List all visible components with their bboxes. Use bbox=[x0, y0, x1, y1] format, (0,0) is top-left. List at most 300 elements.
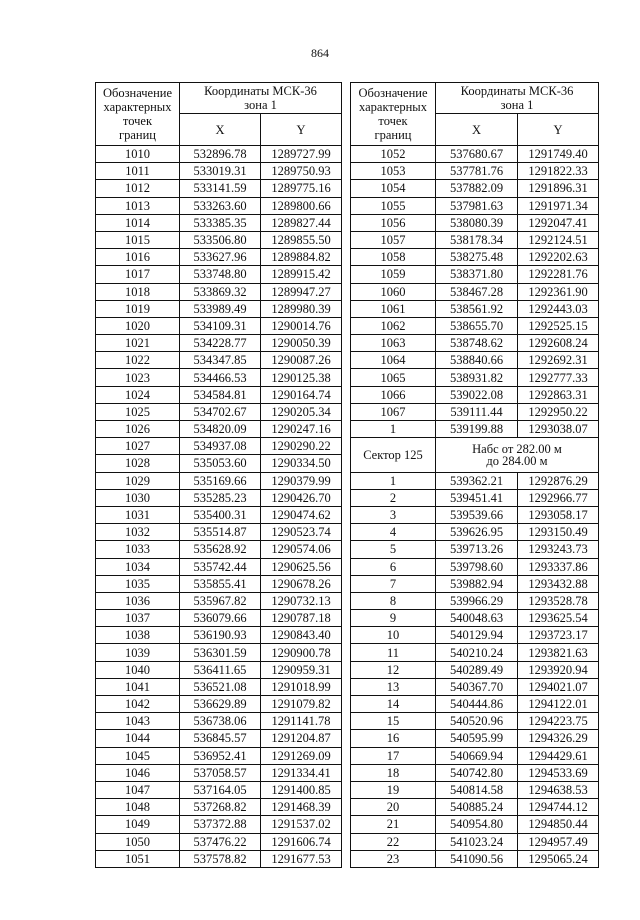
x-coord-cell: 538371.80 bbox=[436, 266, 518, 283]
point-id-cell: 17 bbox=[351, 747, 436, 764]
x-coord-cell: 539713.26 bbox=[436, 541, 518, 558]
point-id-cell: 9 bbox=[351, 610, 436, 627]
point-id-cell: 1015 bbox=[96, 231, 180, 248]
table-row bbox=[351, 799, 599, 816]
point-id-cell: 1041 bbox=[96, 678, 180, 695]
table-row bbox=[96, 799, 342, 816]
table-row bbox=[351, 644, 599, 661]
table-row bbox=[351, 575, 599, 592]
point-id-cell: 1030 bbox=[96, 489, 180, 506]
x-coord-cell: 536301.59 bbox=[180, 644, 261, 661]
x-coord-cell: 533019.31 bbox=[180, 163, 261, 180]
point-id-cell: 16 bbox=[351, 730, 436, 747]
x-coord-cell: 539798.60 bbox=[436, 558, 518, 575]
point-id-cell: 1048 bbox=[96, 799, 180, 816]
sector-label: Сектор 125 bbox=[351, 438, 436, 472]
point-id-cell: 1047 bbox=[96, 781, 180, 798]
y-coord-cell: 1290732.13 bbox=[261, 592, 342, 609]
y-coord-cell: 1294326.29 bbox=[518, 730, 599, 747]
table-row bbox=[96, 592, 342, 609]
table-row bbox=[96, 472, 342, 489]
point-id-cell: 5 bbox=[351, 541, 436, 558]
table-row bbox=[96, 816, 342, 833]
y-coord-cell: 1290050.39 bbox=[261, 335, 342, 352]
x-coord-cell: 533627.96 bbox=[180, 249, 261, 266]
point-id-cell: 1033 bbox=[96, 541, 180, 558]
table-row bbox=[96, 524, 342, 541]
table-row bbox=[351, 661, 599, 678]
point-id-cell: 1031 bbox=[96, 506, 180, 523]
x-coord-cell: 540885.24 bbox=[436, 799, 518, 816]
coordinates-table-left bbox=[95, 82, 342, 868]
table-row bbox=[351, 197, 599, 214]
table-row bbox=[96, 300, 342, 317]
table-row bbox=[96, 249, 342, 266]
point-id-cell: 1058 bbox=[351, 249, 436, 266]
x-coord-cell: 533869.32 bbox=[180, 283, 261, 300]
x-coord-cell: 541090.56 bbox=[436, 850, 518, 867]
point-id-cell: 1046 bbox=[96, 764, 180, 781]
y-coord-cell: 1293058.17 bbox=[518, 506, 599, 523]
point-id-cell: 1024 bbox=[96, 386, 180, 403]
point-id-cell: 1027 bbox=[96, 438, 180, 455]
x-coord-cell: 538655.70 bbox=[436, 317, 518, 334]
table-row bbox=[96, 283, 342, 300]
y-coord-cell: 1290426.70 bbox=[261, 489, 342, 506]
point-id-cell: 1 bbox=[351, 472, 436, 489]
point-id-cell: 1035 bbox=[96, 575, 180, 592]
header-x: X bbox=[180, 114, 261, 146]
x-coord-cell: 537476.22 bbox=[180, 833, 261, 850]
point-id-cell: 1049 bbox=[96, 816, 180, 833]
y-coord-cell: 1290290.22 bbox=[261, 438, 342, 455]
y-coord-cell: 1289855.50 bbox=[261, 231, 342, 248]
table-row bbox=[351, 369, 599, 386]
point-id-cell: 1063 bbox=[351, 335, 436, 352]
point-id-cell: 1051 bbox=[96, 850, 180, 867]
x-coord-cell: 539966.29 bbox=[436, 592, 518, 609]
x-coord-cell: 533141.59 bbox=[180, 180, 261, 197]
y-coord-cell: 1289750.93 bbox=[261, 163, 342, 180]
table-row bbox=[96, 335, 342, 352]
table-row bbox=[96, 713, 342, 730]
y-coord-cell: 1291141.78 bbox=[261, 713, 342, 730]
y-coord-cell: 1291204.87 bbox=[261, 730, 342, 747]
x-coord-cell: 540742.80 bbox=[436, 764, 518, 781]
y-coord-cell: 1291537.02 bbox=[261, 816, 342, 833]
table-row bbox=[96, 781, 342, 798]
point-id-cell: 1043 bbox=[96, 713, 180, 730]
y-coord-cell: 1290787.18 bbox=[261, 610, 342, 627]
y-coord-cell: 1290625.56 bbox=[261, 558, 342, 575]
point-id-cell: 1014 bbox=[96, 214, 180, 231]
table-row bbox=[96, 558, 342, 575]
y-coord-cell: 1293038.07 bbox=[518, 421, 599, 438]
table-body-left bbox=[96, 83, 342, 868]
point-id-cell: 1037 bbox=[96, 610, 180, 627]
x-coord-cell: 536952.41 bbox=[180, 747, 261, 764]
x-coord-cell: 538931.82 bbox=[436, 369, 518, 386]
table-row bbox=[96, 352, 342, 369]
point-id-cell: 6 bbox=[351, 558, 436, 575]
table-row bbox=[351, 764, 599, 781]
table-row bbox=[96, 317, 342, 334]
x-coord-cell: 534228.77 bbox=[180, 335, 261, 352]
y-coord-cell: 1290900.78 bbox=[261, 644, 342, 661]
table-row bbox=[96, 696, 342, 713]
x-coord-cell: 535053.60 bbox=[180, 455, 261, 472]
y-coord-cell: 1293723.17 bbox=[518, 627, 599, 644]
y-coord-cell: 1289884.82 bbox=[261, 249, 342, 266]
x-coord-cell: 533748.80 bbox=[180, 266, 261, 283]
y-coord-cell: 1292876.29 bbox=[518, 472, 599, 489]
table-row bbox=[351, 231, 599, 248]
point-id-cell: 3 bbox=[351, 506, 436, 523]
y-coord-cell: 1290959.31 bbox=[261, 661, 342, 678]
point-id-cell: 1023 bbox=[96, 369, 180, 386]
point-id-cell: 1012 bbox=[96, 180, 180, 197]
table-row bbox=[351, 833, 599, 850]
table-row bbox=[351, 163, 599, 180]
y-coord-cell: 1290087.26 bbox=[261, 352, 342, 369]
point-id-cell: 1066 bbox=[351, 386, 436, 403]
y-coord-cell: 1294122.01 bbox=[518, 696, 599, 713]
point-id-cell: 8 bbox=[351, 592, 436, 609]
table-row bbox=[96, 421, 342, 438]
point-id-cell: 1065 bbox=[351, 369, 436, 386]
table-row bbox=[351, 489, 599, 506]
point-id-cell: 1013 bbox=[96, 197, 180, 214]
point-id-cell: 1019 bbox=[96, 300, 180, 317]
y-coord-cell: 1290125.38 bbox=[261, 369, 342, 386]
table-body-right bbox=[351, 83, 599, 868]
point-id-cell: 10 bbox=[351, 627, 436, 644]
x-coord-cell: 540048.63 bbox=[436, 610, 518, 627]
point-id-cell: 1021 bbox=[96, 335, 180, 352]
x-coord-cell: 539362.21 bbox=[436, 472, 518, 489]
table-row bbox=[96, 163, 342, 180]
y-coord-cell: 1290843.40 bbox=[261, 627, 342, 644]
point-id-cell: 14 bbox=[351, 696, 436, 713]
table-row bbox=[96, 747, 342, 764]
point-id-cell: 1059 bbox=[351, 266, 436, 283]
point-id-cell: 1042 bbox=[96, 696, 180, 713]
y-coord-cell: 1291677.53 bbox=[261, 850, 342, 867]
header-x: X bbox=[436, 114, 518, 146]
point-id-cell: 1020 bbox=[96, 317, 180, 334]
point-id-cell: 23 bbox=[351, 850, 436, 867]
table-row bbox=[96, 541, 342, 558]
point-id-cell: 20 bbox=[351, 799, 436, 816]
x-coord-cell: 540210.24 bbox=[436, 644, 518, 661]
y-coord-cell: 1293150.49 bbox=[518, 524, 599, 541]
y-coord-cell: 1290678.26 bbox=[261, 575, 342, 592]
table-row bbox=[96, 438, 342, 455]
point-id-cell: 1056 bbox=[351, 214, 436, 231]
y-coord-cell: 1293337.86 bbox=[518, 558, 599, 575]
x-coord-cell: 539451.41 bbox=[436, 489, 518, 506]
point-id-cell: 1011 bbox=[96, 163, 180, 180]
point-id-cell: 19 bbox=[351, 781, 436, 798]
point-id-cell: 1045 bbox=[96, 747, 180, 764]
x-coord-cell: 538275.48 bbox=[436, 249, 518, 266]
y-coord-cell: 1290164.74 bbox=[261, 386, 342, 403]
table-row bbox=[351, 506, 599, 523]
y-coord-cell: 1289827.44 bbox=[261, 214, 342, 231]
point-id-cell: 1050 bbox=[96, 833, 180, 850]
x-coord-cell: 533989.49 bbox=[180, 300, 261, 317]
y-coord-cell: 1294429.61 bbox=[518, 747, 599, 764]
point-id-cell: 1028 bbox=[96, 455, 180, 472]
table-row bbox=[351, 146, 599, 163]
table-row bbox=[96, 369, 342, 386]
y-coord-cell: 1293528.78 bbox=[518, 592, 599, 609]
x-coord-cell: 540669.94 bbox=[436, 747, 518, 764]
y-coord-cell: 1290334.50 bbox=[261, 455, 342, 472]
header-y: Y bbox=[518, 114, 599, 146]
x-coord-cell: 539199.88 bbox=[436, 421, 518, 438]
table-row bbox=[351, 558, 599, 575]
table-row bbox=[96, 197, 342, 214]
y-coord-cell: 1295065.24 bbox=[518, 850, 599, 867]
table-row bbox=[351, 592, 599, 609]
x-coord-cell: 534347.85 bbox=[180, 352, 261, 369]
y-coord-cell: 1289915.42 bbox=[261, 266, 342, 283]
table-row bbox=[351, 249, 599, 266]
x-coord-cell: 538748.62 bbox=[436, 335, 518, 352]
x-coord-cell: 537882.09 bbox=[436, 180, 518, 197]
table-row bbox=[96, 575, 342, 592]
x-coord-cell: 535514.87 bbox=[180, 524, 261, 541]
point-id-cell: 1062 bbox=[351, 317, 436, 334]
table-row bbox=[351, 214, 599, 231]
sector-height-note: Набс от 282.00 м до 284.00 м bbox=[436, 438, 599, 472]
point-id-cell: 1040 bbox=[96, 661, 180, 678]
y-coord-cell: 1289800.66 bbox=[261, 197, 342, 214]
table-row bbox=[351, 472, 599, 489]
table-row bbox=[96, 506, 342, 523]
y-coord-cell: 1289727.99 bbox=[261, 146, 342, 163]
point-id-cell: 1 bbox=[351, 421, 436, 438]
table-row bbox=[351, 180, 599, 197]
x-coord-cell: 538178.34 bbox=[436, 231, 518, 248]
table-row bbox=[351, 266, 599, 283]
table-row bbox=[351, 781, 599, 798]
table-row bbox=[351, 283, 599, 300]
y-coord-cell: 1290574.06 bbox=[261, 541, 342, 558]
point-id-cell: 4 bbox=[351, 524, 436, 541]
x-coord-cell: 536845.57 bbox=[180, 730, 261, 747]
x-coord-cell: 536629.89 bbox=[180, 696, 261, 713]
x-coord-cell: 538840.66 bbox=[436, 352, 518, 369]
point-id-cell: 1057 bbox=[351, 231, 436, 248]
y-coord-cell: 1294957.49 bbox=[518, 833, 599, 850]
x-coord-cell: 534820.09 bbox=[180, 421, 261, 438]
point-id-cell: 1038 bbox=[96, 627, 180, 644]
point-id-cell: 11 bbox=[351, 644, 436, 661]
x-coord-cell: 535169.66 bbox=[180, 472, 261, 489]
header-coordinates: Координаты МСК-36 зона 1 bbox=[180, 83, 342, 114]
x-coord-cell: 539539.66 bbox=[436, 506, 518, 523]
y-coord-cell: 1294533.69 bbox=[518, 764, 599, 781]
table-row bbox=[96, 661, 342, 678]
header-designation: Обозначение характерных точек границ bbox=[96, 83, 180, 146]
x-coord-cell: 534109.31 bbox=[180, 317, 261, 334]
table-row bbox=[96, 266, 342, 283]
point-id-cell: 2 bbox=[351, 489, 436, 506]
x-coord-cell: 535628.92 bbox=[180, 541, 261, 558]
y-coord-cell: 1290474.62 bbox=[261, 506, 342, 523]
table-row bbox=[351, 816, 599, 833]
x-coord-cell: 540954.80 bbox=[436, 816, 518, 833]
y-coord-cell: 1289980.39 bbox=[261, 300, 342, 317]
x-coord-cell: 537268.82 bbox=[180, 799, 261, 816]
y-coord-cell: 1290205.34 bbox=[261, 403, 342, 420]
point-id-cell: 1067 bbox=[351, 403, 436, 420]
x-coord-cell: 536190.93 bbox=[180, 627, 261, 644]
y-coord-cell: 1293432.88 bbox=[518, 575, 599, 592]
y-coord-cell: 1292950.22 bbox=[518, 403, 599, 420]
x-coord-cell: 540289.49 bbox=[436, 661, 518, 678]
x-coord-cell: 540595.99 bbox=[436, 730, 518, 747]
y-coord-cell: 1291269.09 bbox=[261, 747, 342, 764]
x-coord-cell: 536738.06 bbox=[180, 713, 261, 730]
table-row bbox=[96, 403, 342, 420]
header-coordinates: Координаты МСК-36 зона 1 bbox=[436, 83, 599, 114]
y-coord-cell: 1291018.99 bbox=[261, 678, 342, 695]
y-coord-cell: 1292777.33 bbox=[518, 369, 599, 386]
table-row bbox=[351, 317, 599, 334]
point-id-cell: 1026 bbox=[96, 421, 180, 438]
y-coord-cell: 1293920.94 bbox=[518, 661, 599, 678]
y-coord-cell: 1293625.54 bbox=[518, 610, 599, 627]
x-coord-cell: 535855.41 bbox=[180, 575, 261, 592]
x-coord-cell: 541023.24 bbox=[436, 833, 518, 850]
x-coord-cell: 533263.60 bbox=[180, 197, 261, 214]
point-id-cell: 1044 bbox=[96, 730, 180, 747]
table-row bbox=[96, 180, 342, 197]
x-coord-cell: 539111.44 bbox=[436, 403, 518, 420]
table-row bbox=[96, 850, 342, 867]
table-row bbox=[351, 696, 599, 713]
x-coord-cell: 539882.94 bbox=[436, 575, 518, 592]
y-coord-cell: 1291749.40 bbox=[518, 146, 599, 163]
x-coord-cell: 538080.39 bbox=[436, 214, 518, 231]
header-designation: Обозначение характерных точек границ bbox=[351, 83, 436, 146]
point-id-cell: 1034 bbox=[96, 558, 180, 575]
table-row bbox=[351, 713, 599, 730]
table-row bbox=[351, 850, 599, 867]
point-id-cell: 1064 bbox=[351, 352, 436, 369]
x-coord-cell: 534466.53 bbox=[180, 369, 261, 386]
x-coord-cell: 537781.76 bbox=[436, 163, 518, 180]
y-coord-cell: 1290523.74 bbox=[261, 524, 342, 541]
table-row bbox=[351, 421, 599, 438]
table-row bbox=[96, 627, 342, 644]
x-coord-cell: 539022.08 bbox=[436, 386, 518, 403]
table-row bbox=[351, 352, 599, 369]
y-coord-cell: 1290247.16 bbox=[261, 421, 342, 438]
x-coord-cell: 540129.94 bbox=[436, 627, 518, 644]
point-id-cell: 22 bbox=[351, 833, 436, 850]
y-coord-cell: 1294223.75 bbox=[518, 713, 599, 730]
x-coord-cell: 535400.31 bbox=[180, 506, 261, 523]
point-id-cell: 1032 bbox=[96, 524, 180, 541]
x-coord-cell: 532896.78 bbox=[180, 146, 261, 163]
x-coord-cell: 540520.96 bbox=[436, 713, 518, 730]
y-coord-cell: 1291896.31 bbox=[518, 180, 599, 197]
y-coord-cell: 1293243.73 bbox=[518, 541, 599, 558]
point-id-cell: 1017 bbox=[96, 266, 180, 283]
point-id-cell: 1025 bbox=[96, 403, 180, 420]
table-row bbox=[96, 678, 342, 695]
table-row bbox=[351, 747, 599, 764]
y-coord-cell: 1292966.77 bbox=[518, 489, 599, 506]
x-coord-cell: 534584.81 bbox=[180, 386, 261, 403]
point-id-cell: 1060 bbox=[351, 283, 436, 300]
x-coord-cell: 536411.65 bbox=[180, 661, 261, 678]
x-coord-cell: 536521.08 bbox=[180, 678, 261, 695]
y-coord-cell: 1289947.27 bbox=[261, 283, 342, 300]
x-coord-cell: 537981.63 bbox=[436, 197, 518, 214]
y-coord-cell: 1292608.24 bbox=[518, 335, 599, 352]
point-id-cell: 12 bbox=[351, 661, 436, 678]
x-coord-cell: 540814.58 bbox=[436, 781, 518, 798]
y-coord-cell: 1291971.34 bbox=[518, 197, 599, 214]
y-coord-cell: 1292281.76 bbox=[518, 266, 599, 283]
x-coord-cell: 535285.23 bbox=[180, 489, 261, 506]
point-id-cell: 1016 bbox=[96, 249, 180, 266]
sector-row bbox=[351, 438, 599, 472]
x-coord-cell: 540444.86 bbox=[436, 696, 518, 713]
y-coord-cell: 1294744.12 bbox=[518, 799, 599, 816]
x-coord-cell: 534702.67 bbox=[180, 403, 261, 420]
point-id-cell: 13 bbox=[351, 678, 436, 695]
y-coord-cell: 1292692.31 bbox=[518, 352, 599, 369]
y-coord-cell: 1290014.76 bbox=[261, 317, 342, 334]
x-coord-cell: 539626.95 bbox=[436, 524, 518, 541]
x-coord-cell: 540367.70 bbox=[436, 678, 518, 695]
x-coord-cell: 535967.82 bbox=[180, 592, 261, 609]
table-row bbox=[96, 833, 342, 850]
y-coord-cell: 1292361.90 bbox=[518, 283, 599, 300]
x-coord-cell: 537164.05 bbox=[180, 781, 261, 798]
table-row bbox=[351, 541, 599, 558]
x-coord-cell: 535742.44 bbox=[180, 558, 261, 575]
x-coord-cell: 533385.35 bbox=[180, 214, 261, 231]
header-y: Y bbox=[261, 114, 342, 146]
table-row bbox=[96, 214, 342, 231]
point-id-cell: 1061 bbox=[351, 300, 436, 317]
point-id-cell: 1053 bbox=[351, 163, 436, 180]
point-id-cell: 1022 bbox=[96, 352, 180, 369]
x-coord-cell: 537372.88 bbox=[180, 816, 261, 833]
point-id-cell: 1055 bbox=[351, 197, 436, 214]
point-id-cell: 1018 bbox=[96, 283, 180, 300]
y-coord-cell: 1291468.39 bbox=[261, 799, 342, 816]
y-coord-cell: 1291079.82 bbox=[261, 696, 342, 713]
y-coord-cell: 1292443.03 bbox=[518, 300, 599, 317]
y-coord-cell: 1292124.51 bbox=[518, 231, 599, 248]
table-row bbox=[351, 335, 599, 352]
point-id-cell: 1036 bbox=[96, 592, 180, 609]
x-coord-cell: 534937.08 bbox=[180, 438, 261, 455]
table-row bbox=[351, 386, 599, 403]
y-coord-cell: 1291400.85 bbox=[261, 781, 342, 798]
x-coord-cell: 536079.66 bbox=[180, 610, 261, 627]
table-row bbox=[96, 644, 342, 661]
table-row bbox=[96, 610, 342, 627]
